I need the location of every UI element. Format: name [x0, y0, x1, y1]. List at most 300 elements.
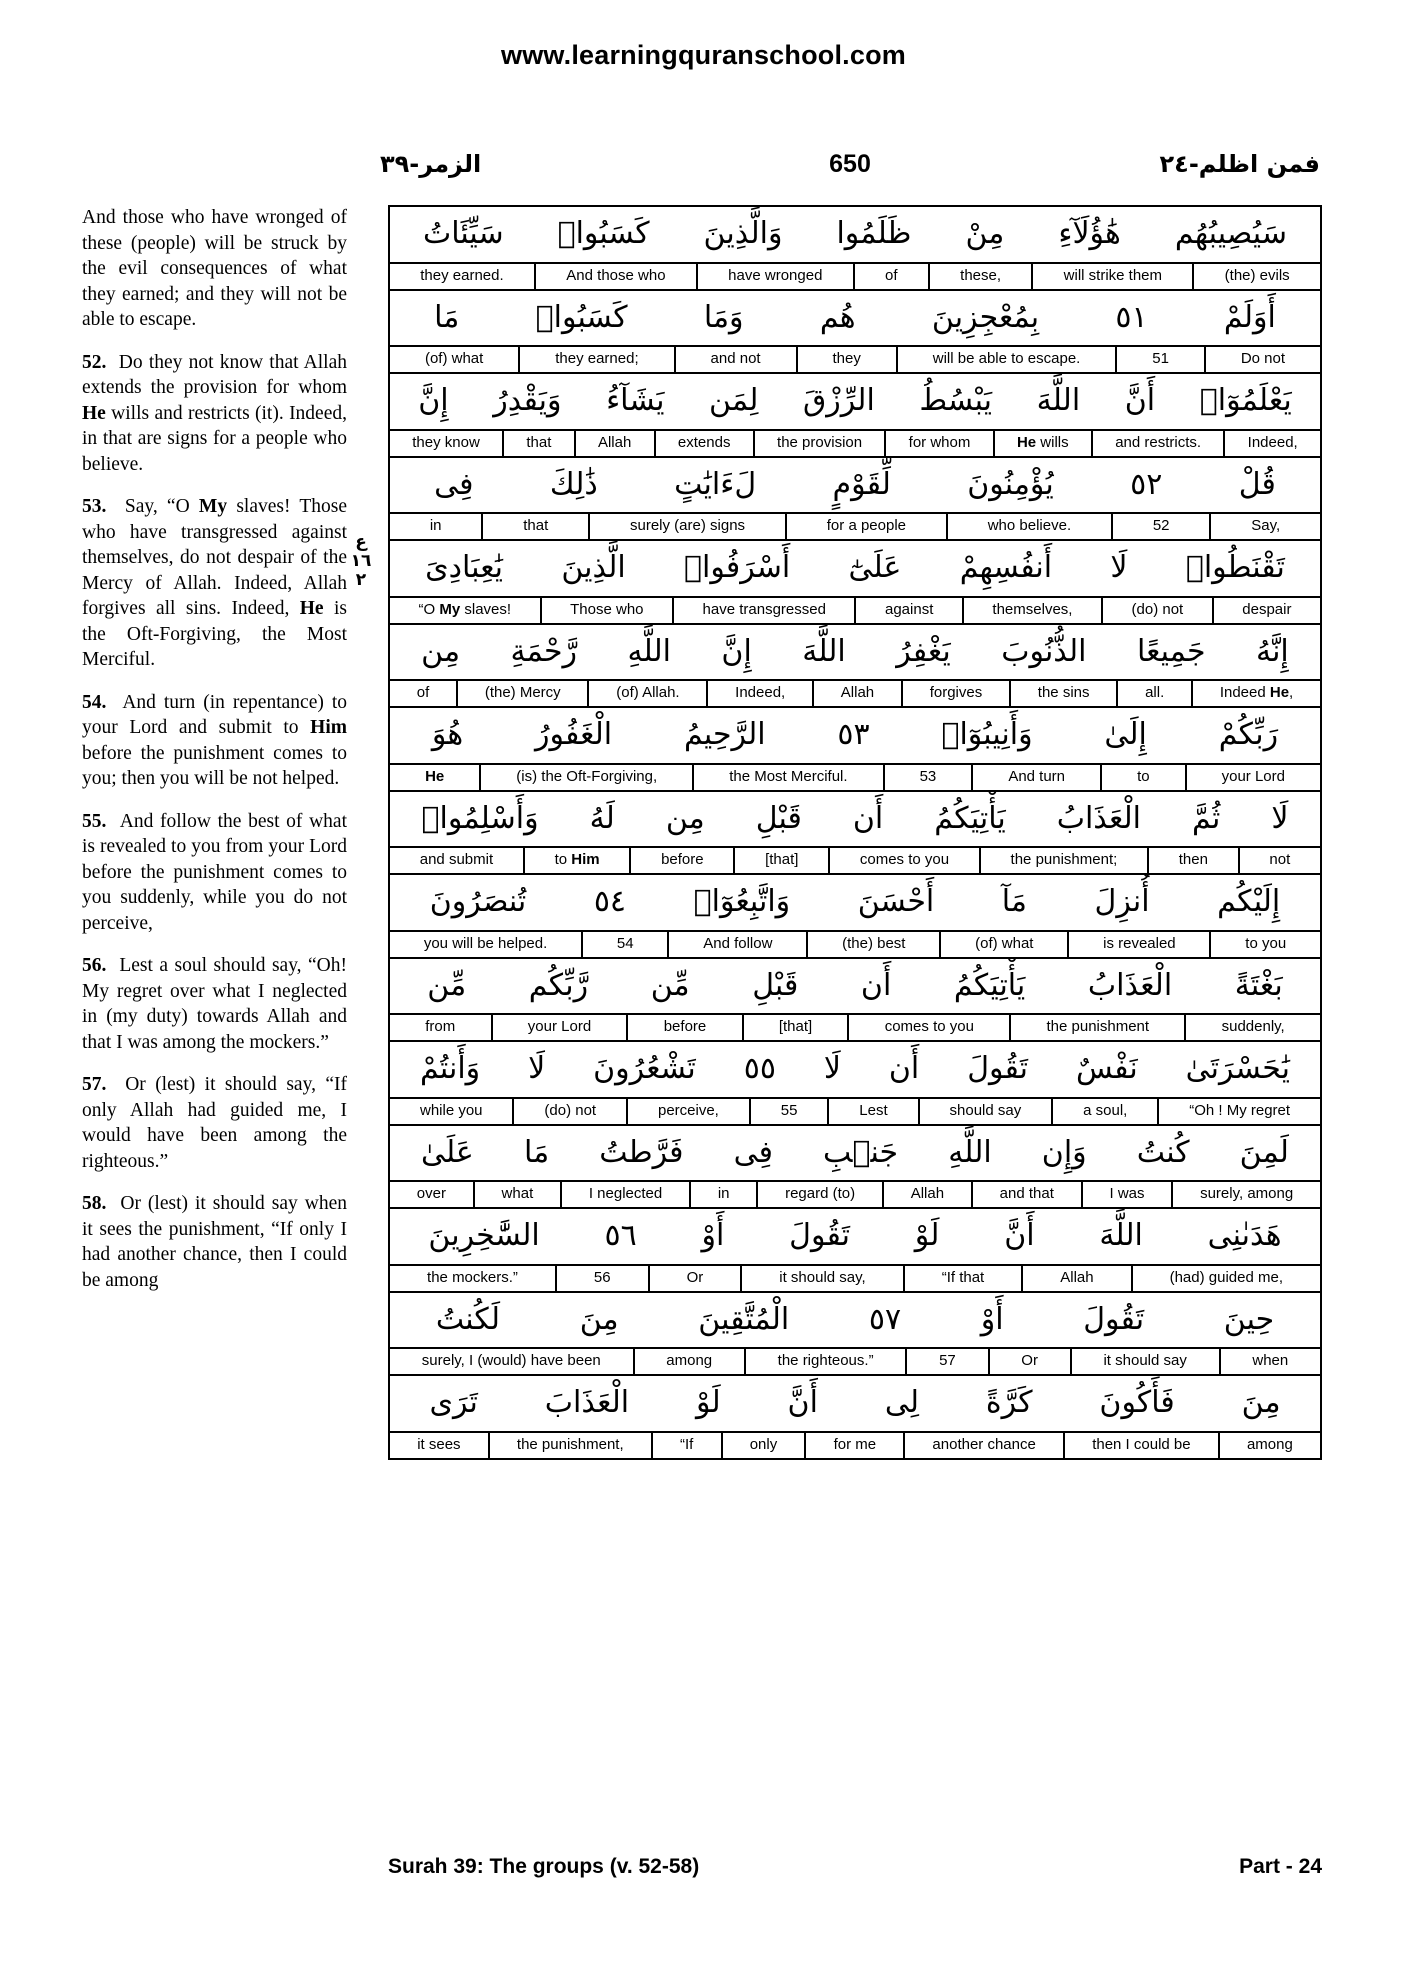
arabic-word: ٥٢ — [1130, 466, 1163, 502]
arabic-line — [390, 458, 1320, 513]
arabic-word: يَشَآءُ — [606, 383, 665, 418]
gloss-cell: and restricts. — [1091, 431, 1223, 456]
arabic-word: ثُمَّ — [1192, 800, 1221, 836]
arabic-line — [390, 374, 1320, 429]
gloss-cell: And turn — [971, 765, 1100, 790]
gloss-cell: have transgressed — [672, 598, 854, 623]
arabic-word: وَأَنِيبُوٓا۟ — [941, 717, 1033, 752]
gloss-row — [390, 262, 1320, 289]
gloss-cell: all. — [1116, 681, 1191, 706]
arabic-word: ٥٤ — [593, 884, 627, 919]
gloss-cell: they earned; — [518, 347, 673, 372]
translation-paragraph — [82, 1072, 347, 1174]
arabic-word: قَبْلِ — [755, 800, 802, 836]
arabic-word: أَسْرَفُوا۟ — [684, 550, 791, 585]
gloss-cell: the punishment — [1009, 1015, 1184, 1040]
arabic-word: وَأَنتُمْ — [419, 1051, 481, 1086]
arabic-word: تَرَى — [429, 1385, 478, 1420]
gloss-cell: themselves, — [962, 598, 1101, 623]
gloss-cell: not — [1238, 848, 1320, 873]
gloss-cell: to — [1100, 765, 1185, 790]
arabic-word: هَدَىٰنِى — [1207, 1218, 1282, 1253]
arabic-word: فَأَكُونَ — [1099, 1385, 1175, 1420]
gloss-cell: 54 — [581, 932, 667, 957]
gloss-cell: in — [429, 517, 442, 534]
arabic-word: ٥٣ — [837, 717, 870, 752]
gloss-cell: (of) Allah. — [587, 681, 706, 706]
footer-part-reference: Part - 24 — [1239, 1855, 1322, 1878]
arabic-word: لَا — [1110, 550, 1128, 585]
gloss-row — [390, 1264, 1320, 1291]
gloss-cell: and submit — [419, 851, 494, 868]
arabic-word: ٥٥ — [743, 1051, 776, 1086]
gloss-row — [390, 930, 1320, 957]
arabic-word: أَن — [888, 1051, 920, 1086]
arabic-word: يَغْفِرُ — [896, 633, 951, 669]
arabic-line — [390, 1042, 1320, 1097]
arabic-word: إِلَىٰ — [1104, 717, 1147, 752]
ayah-line-block — [390, 291, 1320, 375]
arabic-word: يَأْتِيَكُمُ — [953, 967, 1026, 1003]
arabic-word: إِلَيْكُم — [1217, 884, 1281, 919]
arabic-word: الذُّنُوبَ — [1001, 633, 1087, 669]
gloss-cell: the Most Merciful. — [692, 765, 882, 790]
gloss-cell: [that] — [733, 848, 828, 873]
gloss-cell: the righteous.” — [744, 1349, 905, 1374]
arabic-word: وَأَسْلِمُوا۟ — [421, 800, 539, 836]
gloss-cell: in — [689, 1182, 756, 1207]
gloss-row — [390, 429, 1320, 456]
gloss-row — [390, 846, 1320, 873]
arabic-word: يَٰعِبَادِىَ — [425, 550, 504, 585]
gloss-cell: while you — [419, 1101, 483, 1119]
translation-paragraph — [82, 809, 347, 937]
gloss-row — [390, 763, 1320, 790]
gloss-cell: for me — [804, 1433, 903, 1458]
arabic-word: رَبِّكُمْ — [1218, 717, 1279, 752]
arabic-word: مِن — [665, 800, 705, 836]
arabic-word: نَفْسٌ — [1075, 1051, 1138, 1086]
arabic-word: جَمِيعًا — [1136, 633, 1206, 669]
gloss-cell: “O My slaves! — [418, 600, 512, 618]
arabic-word: ظَلَمُوا — [836, 216, 912, 251]
arabic-word: أَوْ — [980, 1301, 1004, 1337]
arabic-word: يَبْسُطُ — [919, 383, 993, 418]
gloss-row — [390, 679, 1320, 706]
gloss-cell: comes to you — [847, 1015, 1009, 1040]
arabic-word: بِمُعْجِزِينَ — [931, 299, 1040, 335]
ayah-line-block — [390, 875, 1320, 959]
gloss-cell: Allah — [574, 431, 654, 456]
arabic-word: حِينَ — [1223, 1301, 1275, 1337]
gloss-cell: they know — [412, 433, 480, 451]
gloss-cell: among — [633, 1349, 744, 1374]
gloss-cell: Indeed He, — [1191, 681, 1320, 706]
gloss-cell: it sees — [417, 1435, 461, 1453]
arabic-line — [390, 1293, 1320, 1348]
gloss-row — [390, 1013, 1320, 1040]
verse-number: 54. — [82, 691, 107, 713]
gloss-cell: He — [425, 767, 445, 785]
gloss-cell: and that — [971, 1182, 1081, 1207]
gloss-cell: they — [796, 347, 896, 372]
ruku-marker-line: ٢ — [355, 570, 367, 590]
verse-number: 58. — [82, 1193, 107, 1214]
arabic-word: تُنصَرُونَ — [429, 884, 527, 919]
arabic-word: سَيُصِيبُهُم — [1174, 216, 1287, 251]
arabic-word: لِى — [884, 1385, 919, 1420]
gloss-cell: comes to you — [828, 848, 979, 873]
gloss-cell: for whom — [884, 431, 992, 456]
arabic-word: أَوَلَمْ — [1223, 299, 1276, 335]
arabic-word: يَٰحَسْرَتَىٰ — [1185, 1051, 1291, 1086]
surah-name-arabic: الزمر-٣٩ — [380, 150, 482, 178]
arabic-word: أَن — [860, 967, 892, 1003]
gloss-cell: Indeed, — [706, 681, 812, 706]
arabic-word: عَلَىٰ — [421, 1134, 474, 1170]
arabic-word: اللَّهَ — [802, 633, 846, 669]
arabic-word: مِنْ — [965, 216, 1005, 251]
arabic-line — [390, 207, 1320, 262]
arabic-word: الرِّزْقَ — [802, 383, 875, 418]
translation-paragraph — [82, 690, 347, 792]
arabic-word: السَّٰخِرِينَ — [428, 1218, 540, 1253]
gloss-cell: when — [1219, 1349, 1320, 1374]
arabic-word: لَا — [823, 1051, 841, 1086]
arabic-line — [390, 291, 1320, 346]
gloss-cell: (do) not — [1101, 598, 1212, 623]
arabic-word: لِمَن — [709, 383, 759, 418]
gloss-cell: that — [481, 514, 588, 539]
arabic-word: كَسَبُوا۟ — [535, 299, 628, 335]
gloss-cell: the sins — [1009, 681, 1116, 706]
gloss-cell: to you — [1209, 932, 1320, 957]
arabic-word: ٥٧ — [868, 1301, 902, 1337]
ayah-line-block — [390, 1376, 1320, 1458]
arabic-word: الرَّحِيمُ — [683, 717, 766, 752]
arabic-word: اللَّهِ — [948, 1134, 992, 1170]
gloss-cell: Lest — [827, 1099, 917, 1124]
gloss-cell: the punishment, — [488, 1433, 651, 1458]
gloss-cell: that — [502, 431, 574, 456]
verse-number: 57. — [82, 1074, 107, 1095]
arabic-word: أَوْ — [701, 1218, 725, 1253]
gloss-cell: 51 — [1115, 347, 1204, 372]
arabic-word: فِى — [434, 466, 474, 502]
gloss-row — [390, 596, 1320, 623]
gloss-cell: who believe. — [946, 514, 1111, 539]
arabic-word: أَنفُسِهِمْ — [959, 550, 1053, 585]
gloss-cell: among — [1218, 1433, 1320, 1458]
gloss-cell: your Lord — [491, 1015, 627, 1040]
page-number: 650 — [829, 150, 871, 178]
arabic-word: تَقُولَ — [789, 1218, 850, 1253]
gloss-cell: they earned. — [420, 266, 504, 284]
arabic-word: هُوَ — [431, 717, 464, 752]
ayah-line-block — [390, 708, 1320, 792]
arabic-line — [390, 1209, 1320, 1264]
footer-surah-reference: Surah 39: The groups (v. 52-58) — [388, 1855, 700, 1878]
gloss-cell: you will be helped. — [423, 934, 548, 952]
ayah-line-block — [390, 625, 1320, 709]
gloss-cell: it should say, — [740, 1266, 902, 1291]
ayah-line-block — [390, 1293, 1320, 1377]
gloss-cell: Indeed, — [1223, 431, 1320, 456]
gloss-cell: 57 — [905, 1349, 987, 1374]
arabic-word: الْعَذَابُ — [1087, 967, 1173, 1003]
arabic-word: مَا — [523, 1134, 550, 1170]
verse-text: Say, “O My slaves! Those who have transgressed against themselves, do not despair of the Mercy of Allah. Indeed, Allah forgives all sins. Indeed, He is the Oft-Forgiving, the Most Merciful. — [82, 496, 347, 670]
arabic-word: يُؤْمِنُونَ — [967, 466, 1054, 502]
gloss-cell: (do) not — [512, 1099, 626, 1124]
gloss-row — [390, 1097, 1320, 1124]
arabic-word: كَسَبُوا۟ — [557, 216, 650, 251]
arabic-word: وَإِن — [1041, 1134, 1087, 1170]
translation-column — [82, 205, 347, 1310]
gloss-cell: surely (are) signs — [588, 514, 785, 539]
arabic-word: وَمَا — [703, 299, 744, 335]
translation-paragraph — [82, 1191, 347, 1293]
arabic-word: اللَّهَ — [1099, 1218, 1143, 1253]
arabic-word: قَبْلِ — [752, 967, 799, 1003]
arabic-word: سَيِّئَاتُ — [422, 216, 504, 251]
gloss-cell: over — [416, 1185, 446, 1202]
arabic-word: مِنَ — [1241, 1385, 1281, 1420]
arabic-word: وَاتَّبِعُوٓا۟ — [693, 884, 791, 919]
arabic-word: وَالَّذِينَ — [703, 216, 783, 251]
verse-text: And turn (in repentance) to your Lord and submit to Him before the punishment comes to you; then you will be not helped. — [82, 691, 347, 789]
verse-text: And those who have wronged of these (people) will be struck by the evil consequences of what they earned; and they will not be able to escape. — [82, 207, 347, 330]
arabic-word: إِنَّ — [418, 383, 449, 418]
gloss-cell: of — [853, 264, 928, 289]
gloss-cell: Do not — [1204, 347, 1320, 372]
arabic-word: ٥٦ — [604, 1218, 637, 1253]
arabic-word: لِّقَوْمٍ — [832, 466, 891, 502]
page-header — [380, 150, 1320, 182]
gloss-cell: the punishment; — [979, 848, 1147, 873]
arabic-word: لَوْ — [695, 1385, 721, 1420]
arabic-word: فَرَّطتُ — [599, 1134, 684, 1170]
verse-text: And follow the best of what is revealed to you from your Lord before the punishment comes to you suddenly, while you do not perceive, — [82, 810, 347, 934]
gloss-cell: a soul, — [1051, 1099, 1157, 1124]
arabic-word: مِّن — [427, 967, 467, 1003]
gloss-cell: And follow — [667, 932, 806, 957]
ayah-line-block — [390, 458, 1320, 542]
arabic-word: الَّذِينَ — [561, 550, 626, 585]
gloss-cell: (the) Mercy — [456, 681, 587, 706]
gloss-cell: (the) best — [806, 932, 939, 957]
verse-number: 55. — [82, 810, 107, 832]
gloss-cell: 56 — [555, 1266, 648, 1291]
arabic-word: مَآ — [1001, 884, 1027, 919]
arabic-word: الْعَذَابَ — [544, 1385, 630, 1420]
gloss-cell: [that] — [742, 1015, 848, 1040]
gloss-row — [390, 512, 1320, 539]
gloss-cell: have wronged — [696, 264, 853, 289]
arabic-word: الْمُتَّقِينَ — [698, 1301, 790, 1337]
arabic-word: قُلْ — [1238, 466, 1276, 502]
gloss-cell: your Lord — [1185, 765, 1320, 790]
gloss-cell: He wills — [993, 431, 1091, 456]
gloss-cell: should say — [918, 1099, 1052, 1124]
verse-number: 53. — [82, 496, 107, 517]
gloss-cell: “If — [651, 1433, 721, 1458]
gloss-cell: “If that — [903, 1266, 1022, 1291]
ayah-line-block — [390, 1042, 1320, 1126]
arabic-word: ذَٰلِكَ — [549, 466, 598, 502]
arabic-word: الْعَذَابُ — [1056, 800, 1142, 836]
gloss-cell: (is) the Oft-Forgiving, — [479, 765, 692, 790]
gloss-cell: before — [629, 848, 733, 873]
arabic-word: مَا — [434, 299, 460, 335]
arabic-word: مِّن — [650, 967, 690, 1003]
gloss-cell: of — [416, 684, 430, 701]
arabic-word: بَغْتَةً — [1234, 967, 1283, 1003]
arabic-word: مِن — [421, 633, 461, 669]
arabic-word: فِى — [733, 1134, 773, 1170]
gloss-cell: against — [854, 598, 961, 623]
translation-paragraph — [82, 494, 347, 673]
verse-number: 52. — [82, 351, 107, 373]
ruku-marker-line: ع — [355, 532, 367, 552]
arabic-word: لَمِنَ — [1239, 1134, 1289, 1170]
gloss-cell: (of) what — [939, 932, 1067, 957]
gloss-cell: “Oh ! My regret — [1157, 1099, 1320, 1124]
gloss-cell: and not — [674, 347, 796, 372]
gloss-cell: And those who — [534, 264, 696, 289]
verse-text: Lest a soul should say, “Oh! My regret over what I neglected in (my duty) towards Allah and that I was among the mockers.” — [82, 955, 348, 1053]
arabic-line — [390, 875, 1320, 930]
arabic-word: رَّبِّكُم — [528, 967, 589, 1003]
arabic-word: كَرَّةً — [985, 1385, 1033, 1420]
arabic-word: يَأْتِيَكُمُ — [934, 800, 1006, 836]
arabic-word: أُنزِلَ — [1094, 884, 1150, 919]
ruku-marker-line: ١٦ — [350, 551, 372, 571]
verse-number: 56. — [82, 955, 107, 976]
gloss-cell: despair — [1212, 598, 1320, 623]
arabic-word: لَءَايَٰتٍ — [674, 466, 757, 502]
gloss-cell: what — [473, 1182, 560, 1207]
gloss-row — [390, 1431, 1320, 1458]
gloss-cell: I neglected — [560, 1182, 689, 1207]
arabic-word: عَلَىٰٓ — [848, 550, 902, 585]
gloss-cell: from — [425, 1018, 456, 1035]
arabic-word: الْغَفُورُ — [535, 717, 613, 752]
gloss-cell: Allah — [882, 1182, 971, 1207]
arabic-word: أَنَّ — [1004, 1218, 1035, 1253]
ayah-line-block — [390, 959, 1320, 1043]
arabic-word: ٥١ — [1115, 299, 1148, 335]
arabic-word: رَّحْمَةِ — [510, 633, 577, 669]
page-footer — [388, 1855, 1322, 1879]
translation-paragraph — [82, 953, 347, 1055]
ayah-word-by-word-table — [388, 205, 1322, 1460]
arabic-line — [390, 541, 1320, 596]
arabic-word: لَكُنتُ — [435, 1301, 501, 1337]
gloss-cell: to Him — [523, 848, 629, 873]
gloss-cell: surely, among — [1171, 1182, 1320, 1207]
arabic-word: كُنتُ — [1136, 1134, 1190, 1170]
arabic-line — [390, 708, 1320, 763]
gloss-cell: 52 — [1111, 514, 1209, 539]
ayah-line-block — [390, 1126, 1320, 1210]
ayah-line-block — [390, 1209, 1320, 1293]
gloss-cell: only — [721, 1433, 805, 1458]
arabic-line — [390, 959, 1320, 1014]
arabic-word: جَنۢبِ — [823, 1134, 899, 1170]
gloss-row — [390, 1180, 1320, 1207]
gloss-cell: regard (to) — [756, 1182, 882, 1207]
gloss-cell: will strike them — [1031, 264, 1192, 289]
gloss-cell: 53 — [883, 765, 972, 790]
gloss-cell: another chance — [903, 1433, 1063, 1458]
arabic-word: لَا — [1271, 800, 1289, 836]
gloss-cell: for a people — [785, 514, 946, 539]
gloss-cell: Those who — [540, 598, 672, 623]
gloss-cell: perceive, — [626, 1099, 749, 1124]
arabic-word: تَقْنَطُوا۟ — [1185, 550, 1285, 585]
arabic-word: تَقُولَ — [967, 1051, 1029, 1086]
gloss-cell: these, — [928, 264, 1032, 289]
verse-text: Or (lest) it should say when it sees the punishment, “If only I had another chance, then I could be among — [82, 1193, 348, 1291]
gloss-cell: (had) guided me, — [1131, 1266, 1320, 1291]
arabic-word: لَا — [528, 1051, 546, 1086]
arabic-word: أَحْسَنَ — [857, 884, 935, 919]
gloss-cell: I was — [1081, 1182, 1172, 1207]
ayah-line-block — [390, 541, 1320, 625]
ayah-line-block — [390, 207, 1320, 291]
gloss-cell: (of) what — [424, 350, 484, 367]
translation-paragraph — [82, 350, 347, 478]
gloss-row — [390, 1347, 1320, 1374]
arabic-line — [390, 1126, 1320, 1181]
gloss-cell: will be able to escape. — [896, 347, 1116, 372]
ayah-line-block — [390, 374, 1320, 458]
gloss-cell: surely, I (would) have been — [421, 1352, 601, 1369]
gloss-cell: it should say — [1070, 1349, 1219, 1374]
ayah-line-block — [390, 792, 1320, 876]
gloss-cell: is revealed — [1067, 932, 1209, 957]
gloss-cell: extends — [654, 431, 753, 456]
arabic-word: تَقُولَ — [1083, 1301, 1145, 1337]
arabic-word: لَوْ — [914, 1218, 940, 1253]
arabic-word: إِنَّ — [721, 633, 752, 669]
arabic-word: أَنَّ — [787, 1385, 818, 1420]
verse-text: Do they not know that Allah extends the provision for whom He wills and restricts (it). Indeed, in that are signs for a people who believe. — [82, 351, 347, 475]
arabic-line — [390, 625, 1320, 680]
gloss-cell: forgives — [901, 681, 1009, 706]
arabic-word: إِنَّهُ — [1255, 633, 1289, 669]
arabic-word: يَعْلَمُوٓا۟ — [1199, 383, 1292, 418]
gloss-row — [390, 345, 1320, 372]
arabic-line — [390, 792, 1320, 847]
translation-paragraph — [82, 205, 347, 333]
gloss-cell: Say, — [1209, 514, 1320, 539]
gloss-cell: the mockers.” — [427, 1268, 518, 1286]
ruku-marker — [348, 533, 374, 590]
gloss-cell: Allah — [1021, 1266, 1130, 1291]
gloss-cell: Or — [648, 1266, 741, 1291]
gloss-cell: (the) evils — [1192, 264, 1320, 289]
gloss-cell: the provision — [753, 431, 885, 456]
gloss-cell: 55 — [749, 1099, 828, 1124]
gloss-cell: suddenly, — [1184, 1015, 1320, 1040]
arabic-word: لَهُ — [589, 800, 615, 836]
arabic-word: وَيَقْدِرُ — [493, 383, 562, 418]
verse-text: Or (lest) it should say, “If only Allah had guided me, I would have been among the righteous.” — [82, 1074, 347, 1172]
arabic-word: اللَّهِ — [627, 633, 671, 669]
part-name-arabic: فمن اظلم-٢٤ — [1159, 150, 1320, 178]
